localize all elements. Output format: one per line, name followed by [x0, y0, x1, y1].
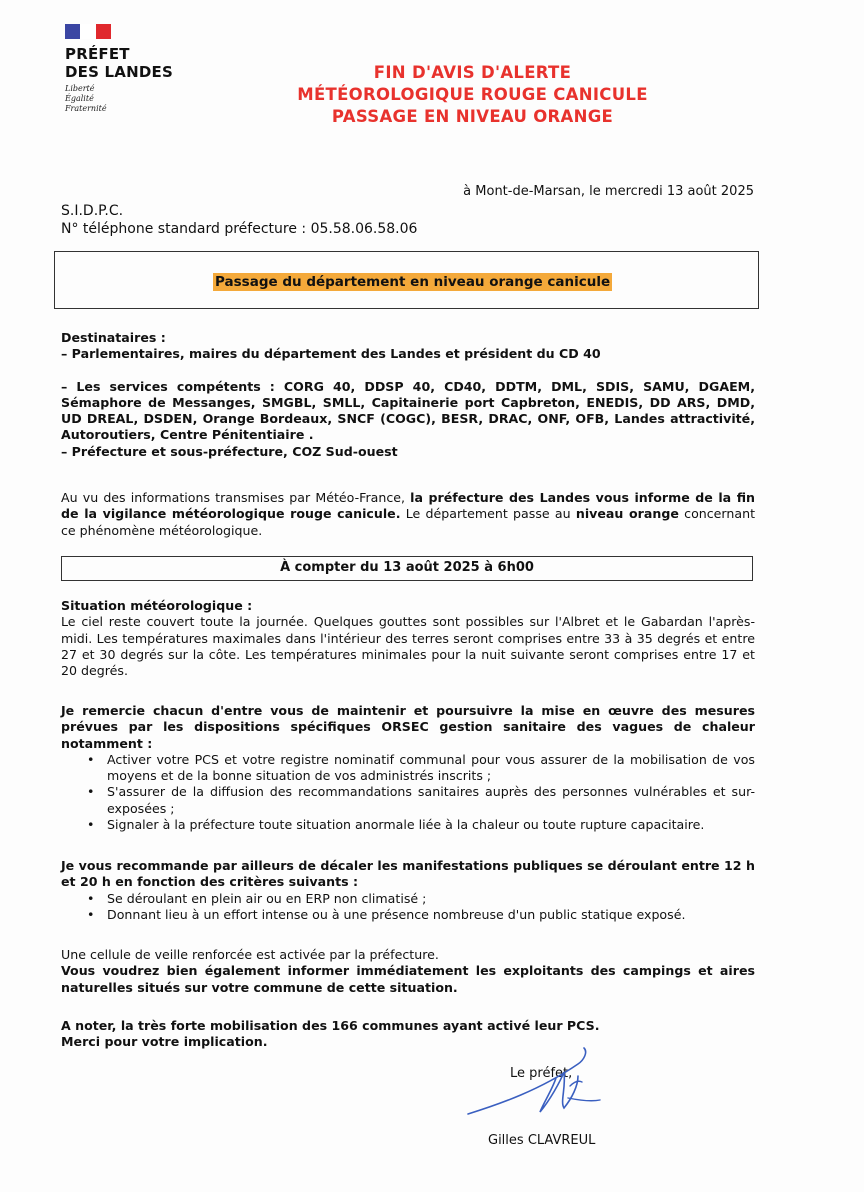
signature-label: Le préfet, — [510, 1066, 573, 1081]
events-list — [61, 891, 755, 924]
effective-date-box: À compter du 13 août 2025 à 6h00 — [61, 556, 753, 581]
french-flag-icon — [65, 24, 111, 39]
bullet-icon: • — [87, 890, 95, 906]
prefecture-logo — [65, 24, 173, 114]
recipients-section — [61, 330, 755, 460]
bullet-icon: • — [87, 906, 95, 922]
service-name: S.I.D.P.C. — [61, 203, 124, 219]
note-section — [61, 1018, 755, 1051]
recipients-line-2: – Les services compétents : CORG 40, DDSP 40, CD40, DDTM, DML, SDIS, SAMU, DGAEM, Sémaphore de Messanges, SMGBL, SMLL, Capitainerie port Capbreton, ENEDIS, DD ARS, DMD, UD DREAL, DSDEN, Orange Bordeaux, SNCF (COGC), BESR, DRAC, ONF, OFB, Landes attractivité, Autoroutiers, Centre Pénitentiaire . — [61, 378, 755, 443]
thanks-text: Merci pour votre implication. — [61, 1034, 268, 1050]
weather-section — [61, 598, 755, 679]
document-title: FIN D'AVIS D'ALERTE MÉTÉOROLOGIQUE ROUGE CANICULE PASSAGE EN NIVEAU ORANGE — [297, 63, 648, 126]
bullet-icon: • — [87, 817, 95, 833]
measures-section — [61, 703, 755, 833]
watch-cell-text: Une cellule de veille renforcée est activée par la préfecture. — [61, 947, 439, 962]
recipients-line-3: – Préfecture et sous-préfecture, COZ Sud-ouest — [61, 443, 398, 459]
logo-name: PRÉFET DES LANDES — [65, 45, 173, 81]
handwritten-signature — [460, 1042, 610, 1122]
list-item: • Se déroulant en plein air ou en ERP non climatisé ; — [87, 890, 427, 906]
events-intro: Je vous recommande par ailleurs de décaler les manifestations publiques se déroulant entre 12 h et 20 h en fonction des critères suivants : — [61, 858, 755, 890]
list-item: • Activer votre PCS et votre registre nominatif communal pour vous assurer de la mobilisation de vos moyens et de la bonne situation de vos administrés inscrits ; — [87, 751, 755, 784]
events-section — [61, 858, 755, 923]
phone-line: N° téléphone standard préfecture : 05.58.06.58.06 — [61, 221, 418, 237]
mobilisation-note: A noter, la très forte mobilisation des 166 communes ayant activé leur PCS. — [61, 1018, 600, 1033]
intro-paragraph: Au vu des informations transmises par Météo-France, la préfecture des Landes vous informe de la fin de la vigilance météorologique rouge canicule. Le département passe au niveau orange concernant ce phénomène météorologique. — [61, 490, 756, 538]
measures-intro: Je remercie chacun d'entre vous de maintenir et poursuivre la mise en œuvre des mesures prévues par les dispositions spécifiques ORSEC gestion sanitaire des vagues de chaleur notamment : — [61, 703, 755, 751]
campings-text: Vous voudrez bien également informer immédiatement les exploitants des campings et aires naturelles situés sur votre commune de cette situation. — [61, 963, 755, 995]
bullet-icon: • — [87, 751, 95, 767]
logo-motto: Liberté Égalité Fraternité — [65, 84, 107, 113]
weather-text: Le ciel reste couvert toute la journée. Quelques gouttes sont possibles sur l'Albret et le Gabardan l'après-midi. Les températures maximales dans l'intérieur des terres seront comprises entre 33 à 35 degrés et entre 27 et 30 degrés sur la côte. Les températures minimales pour la nuit suivante seront comprises entre 17 et 20 degrés. — [61, 614, 755, 679]
status-highlight: Passage du département en niveau orange canicule — [215, 274, 611, 290]
recipients-heading: Destinataires : — [61, 330, 166, 345]
closing-section — [61, 947, 755, 996]
place-date: à Mont-de-Marsan, le mercredi 13 août 2025 — [463, 184, 754, 199]
list-item: • Donnant lieu à un effort intense ou à une présence nombreuse d'un public statique exposé. — [87, 906, 686, 922]
signatory-name: Gilles CLAVREUL — [488, 1133, 596, 1148]
recipients-line-1: – Parlementaires, maires du département des Landes et président du CD 40 — [61, 346, 601, 362]
list-item: • S'assurer de la diffusion des recommandations sanitaires auprès des personnes vulnérables et sur-exposées ; — [87, 784, 755, 816]
list-item: • Signaler à la préfecture toute situation anormale liée à la chaleur ou toute rupture capacitaire. — [87, 817, 705, 833]
weather-heading: Situation météorologique : — [61, 598, 253, 613]
sender-info — [61, 202, 417, 238]
bullet-icon: • — [87, 784, 95, 800]
measures-list — [61, 752, 755, 833]
